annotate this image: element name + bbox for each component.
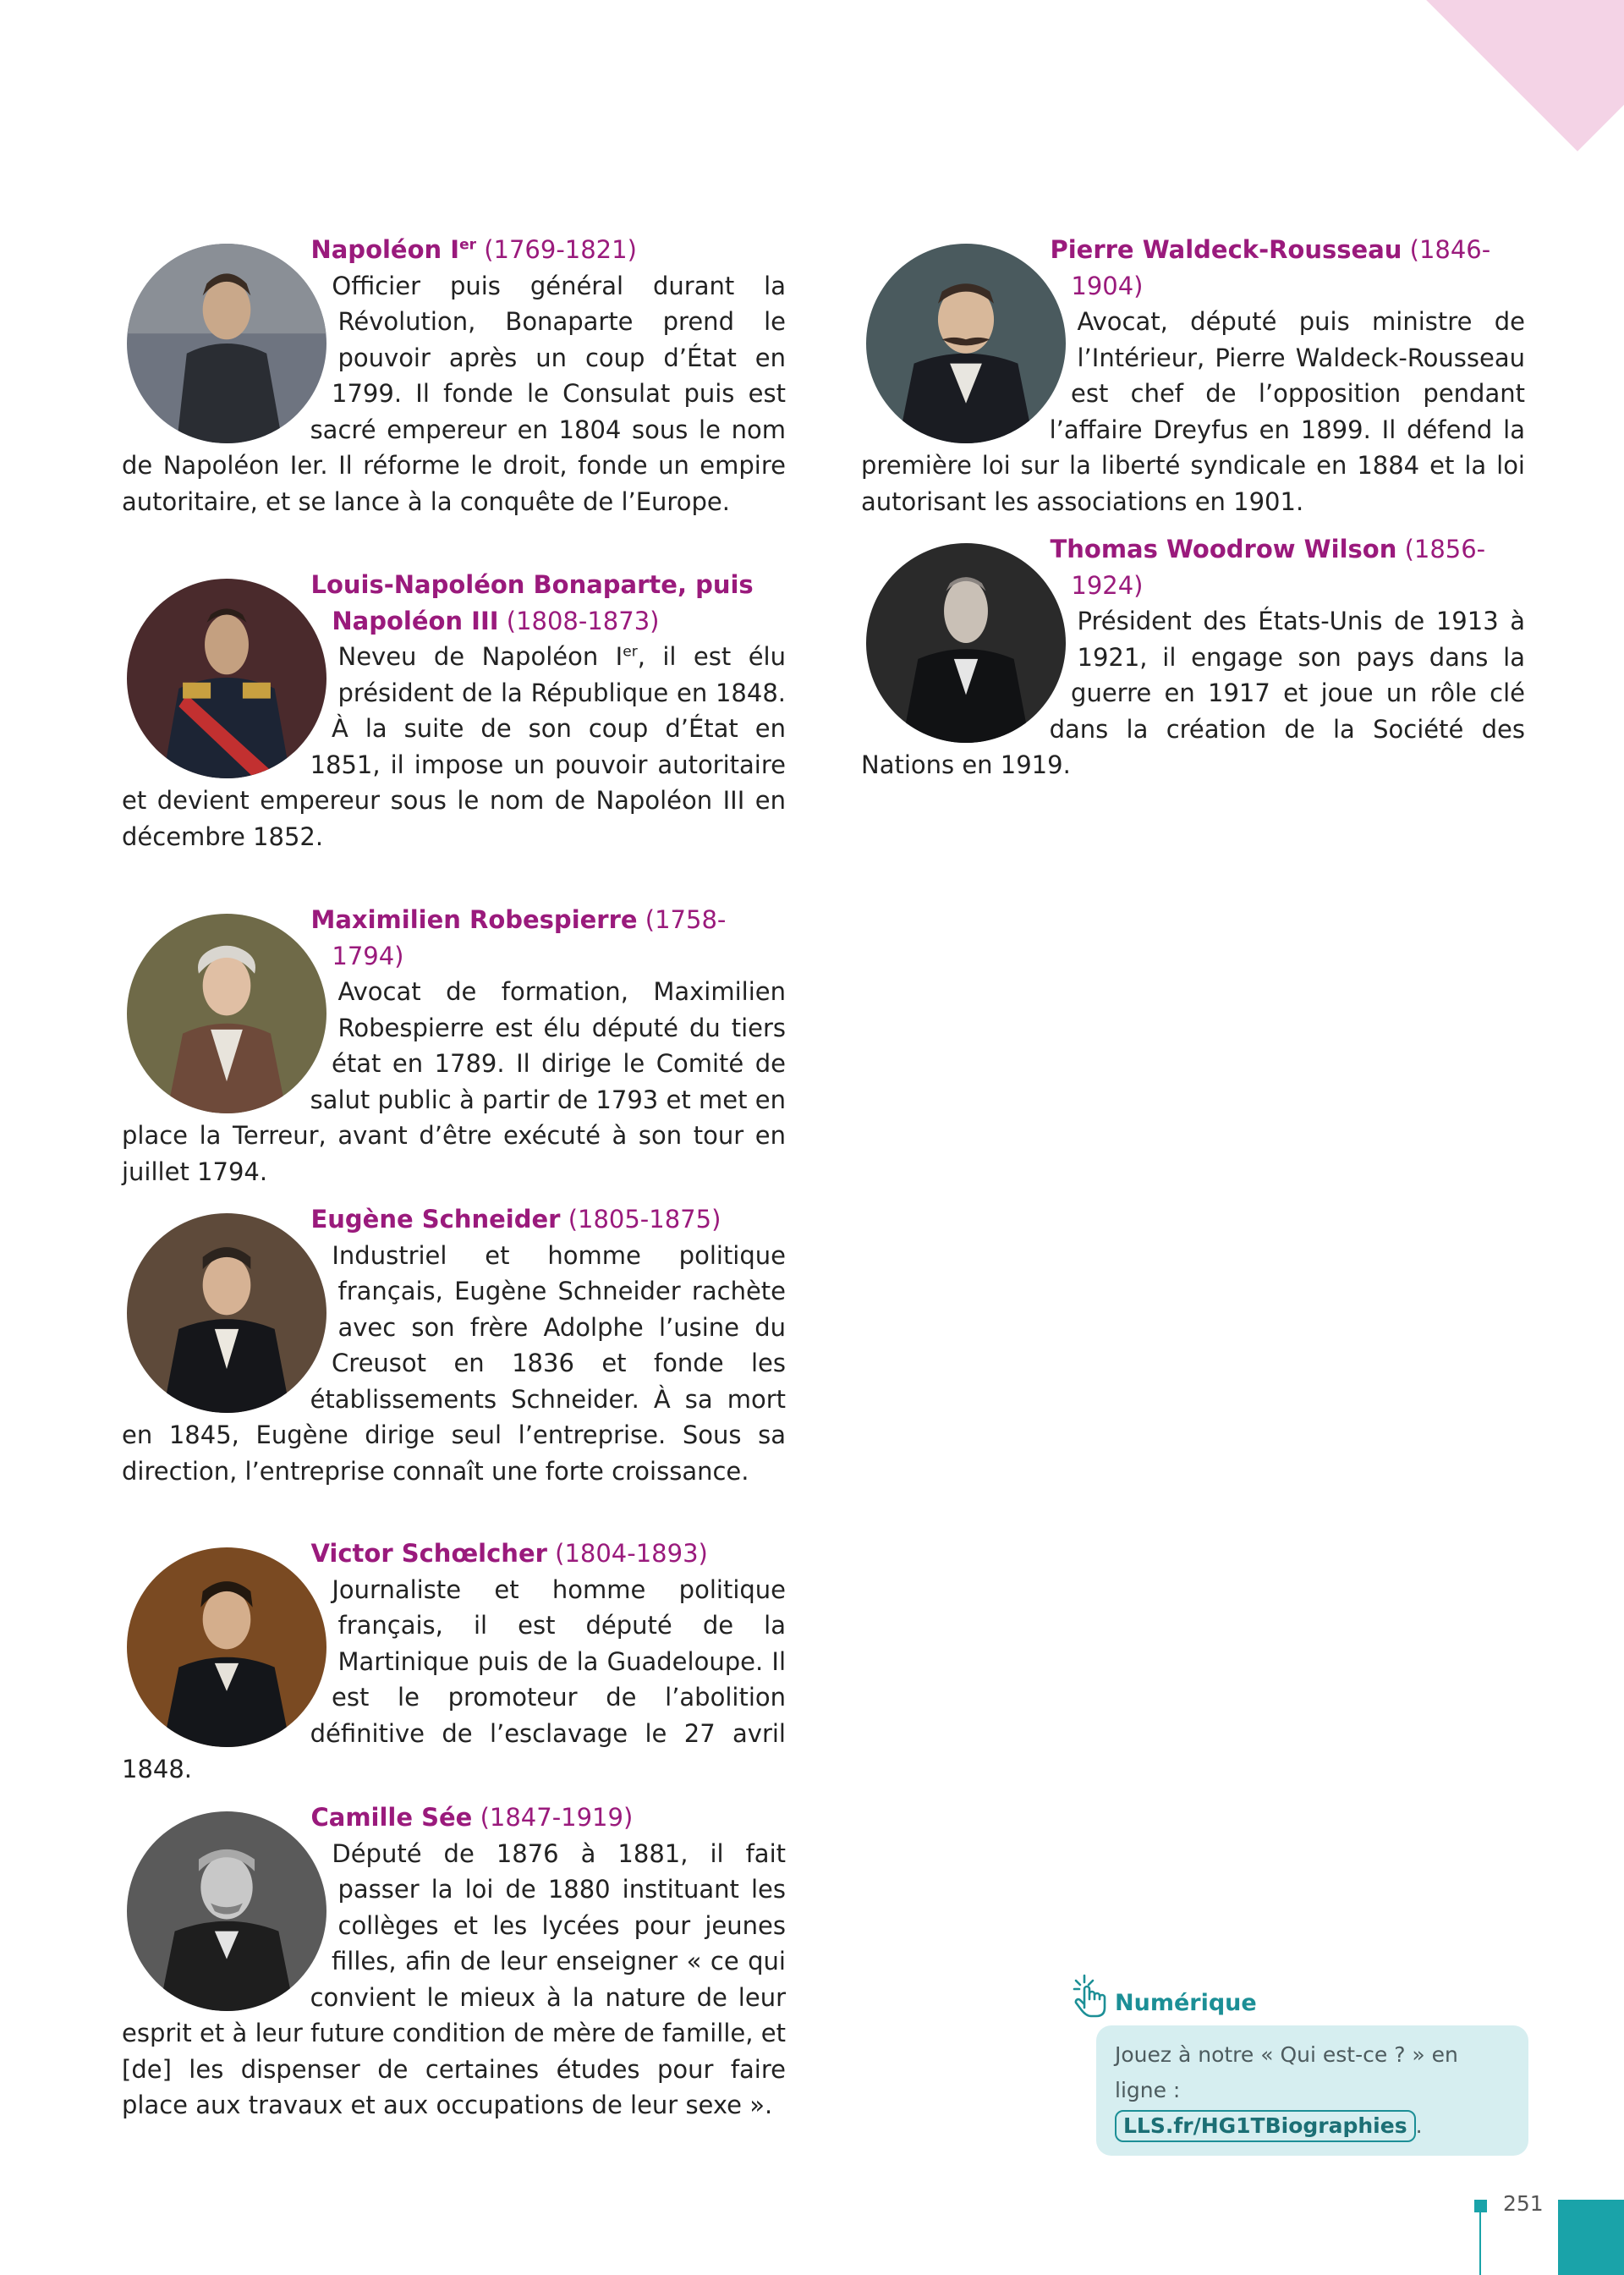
bio-name: Maximilien Robespierre <box>310 905 638 934</box>
portrait-schoelcher-image <box>127 1547 326 1747</box>
page-number: 251 <box>1503 2191 1544 2216</box>
bio-dates: (1758-1794) <box>332 905 727 970</box>
bio-dates: (1847-1919) <box>480 1803 634 1832</box>
bio-text: Neveu de Napoléon Ier, il est élu président de la République en 1848. À la suite de son coup d’État en 1851, il impose un pouvoir autoritaire et devient empereur sous le nom de Napoléon III en décembre 1852. <box>122 642 786 851</box>
bio-camille-see <box>122 1800 786 2124</box>
bio-name: Eugène Schneider <box>310 1205 561 1234</box>
bio-wilson <box>861 531 1525 783</box>
portrait-camille-see-image <box>127 1811 326 2011</box>
bio-dates: (1846-1904) <box>1071 235 1491 300</box>
portrait-schneider-image <box>127 1213 326 1413</box>
bio-dates: (1804-1893) <box>555 1539 708 1568</box>
page-footer-rule <box>1479 2206 1481 2275</box>
bio-schoelcher <box>122 1536 786 1788</box>
numerique-link[interactable]: LLS.fr/HG1TBiographies <box>1115 2110 1416 2142</box>
bio-dates: (1805-1875) <box>568 1205 721 1234</box>
numerique-box <box>1096 2025 1528 2156</box>
bio-text: Industriel et homme politique français, Eugène Schneider rachète avec son frère Adolphe l’usine du Creusot en 1836 et fonde les établissements Schneider. À sa mort en 1845, Eugène dirige seul l’entreprise. Sous sa direction, l’entreprise connaît une forte croissance. <box>122 1240 786 1486</box>
bio-text: Journaliste et homme politique français, il est député de la Martinique puis de la Guadeloupe. Il est le promoteur de l’abolition définitive de l’esclavage le 27 avril 1848. <box>122 1574 786 1783</box>
bio-dates: (1808-1873) <box>506 606 660 635</box>
numerique-panel <box>1067 1971 1528 2156</box>
portrait-napoleon-3-image <box>127 579 326 778</box>
portrait-wilson-image <box>866 543 1066 743</box>
bio-name: Camille Sée <box>310 1803 473 1832</box>
bio-name: Louis-Napoléon Bonaparte, puis Napoléon III <box>310 570 754 635</box>
bio-napoleon-3 <box>122 567 786 854</box>
corner-decoration <box>1422 0 1624 151</box>
page-edge-tab <box>1558 2200 1624 2275</box>
numerique-link-suffix: . <box>1415 2113 1423 2138</box>
bio-name: Pierre Waldeck-Rousseau <box>1050 235 1402 264</box>
portrait-robespierre-image <box>127 914 326 1113</box>
bio-text: Officier puis général durant la Révolution, Bonaparte prend le pouvoir après un coup d’État en 1799. Il fonde le Consulat puis est sacré empereur en 1804 sous le nom de Napoléon Ier. Il réforme le droit, fonde un empire autoritaire, et se lance à la conquête de l’Europe. <box>122 271 786 516</box>
bio-text: Député de 1876 à 1881, il fait passer la loi de 1880 instituant les collèges et les lycées pour jeunes filles, afin de leur enseigner « ce qui convient le mieux à la nature de leur esprit et à leur future condition de mère de famille, et [de] les dispenser de certaines études pour faire place aux travaux et aux occupations de leur sexe ». <box>122 1838 786 2119</box>
bio-napoleon-1 <box>122 232 786 519</box>
bio-name: Victor Schœlcher <box>310 1539 547 1568</box>
page-footer-marker <box>1474 2200 1487 2212</box>
numerique-text: Jouez à notre « Qui est-ce ? » en ligne : <box>1115 2042 1458 2102</box>
bio-waldeck-rousseau <box>861 232 1525 519</box>
bio-dates: (1856-1924) <box>1071 535 1486 600</box>
bio-text: Président des États-Unis de 1913 à 1921, il engage son pays dans la guerre en 1917 et joue un rôle clé dans la création de la Société des Nations en 1919. <box>861 607 1525 779</box>
bio-dates: (1769-1821) <box>484 235 637 264</box>
bio-text: Avocat de formation, Maximilien Robespierre est élu député du tiers état en 1789. Il dirige le Comité de salut public à partir de 1793 et met en place la Terreur, avant d’être exécuté à son tour en juillet 1794. <box>122 977 786 1186</box>
touch-hand-icon <box>1067 1970 1115 2018</box>
bio-text: Avocat, député puis ministre de l’Intérieur, Pierre Waldeck-Rousseau est chef de l’opposition pendant l’affaire Dreyfus en 1899. Il défend la première loi sur la liberté syndicale en 1884 et la loi autorisant les associations en 1901. <box>861 307 1525 516</box>
numerique-header <box>1067 1971 1528 2017</box>
bio-name: Napoléon Ier <box>310 235 476 264</box>
bio-schneider <box>122 1201 786 1489</box>
portrait-waldeck-rousseau-image <box>866 244 1066 443</box>
bio-robespierre <box>122 902 786 1190</box>
portrait-napoleon-1-image <box>127 244 326 443</box>
numerique-label: Numérique <box>1115 1989 1257 2016</box>
bio-name: Thomas Woodrow Wilson <box>1050 535 1397 563</box>
